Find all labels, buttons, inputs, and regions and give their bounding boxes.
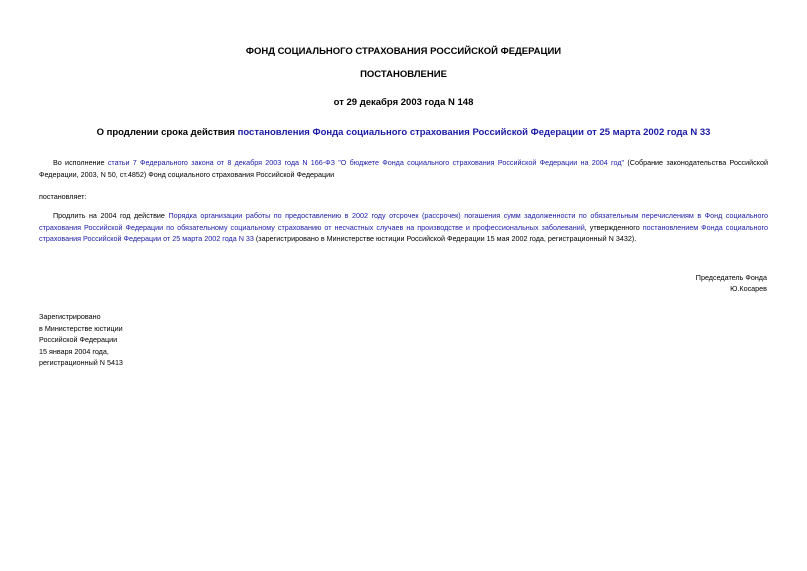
registration-line: Зарегистрировано [39,312,101,321]
preamble-text-2: (Собрание законодательства Российской Федерации, 2003, N 50, ст.4852) Фонд социального страхования Российской Федерации [39,158,769,179]
decision-text-1: Продлить на 2004 год действие [53,211,169,220]
organization-heading: ФОНД СОЦИАЛЬНОГО СТРАХОВАНИЯ РОССИЙСКОЙ ФЕДЕРАЦИИ [245,46,562,57]
preamble-text-1: Во исполнение [53,158,108,167]
registration-line: регистрационный N 5413 [39,358,123,367]
title-link[interactable]: постановления Фонда социального страхования Российской Федерации от 25 марта 2002 года N 33 [237,127,711,138]
title-prefix: О продлении срока действия [96,127,238,138]
decision-text-3: (зарегистрировано в Министерстве юстиции Российской Федерации 15 мая 2002 года, регистрационный N 3432). [253,234,637,243]
law-article-link[interactable]: статьи 7 Федерального закона от 8 декабря 2003 года N 166-ФЗ "О бюджете Фонда социального страхования Российской Федерации на 2004 год" [107,158,625,167]
registration-line: Российской Федерации [39,335,118,344]
decision-text-2: , утвержденного [584,222,643,232]
procedure-link[interactable]: Порядка организации работы по предоставлению в 2002 году отсрочек (рассрочек) погашения сумм задолженности по обязательным перечислениям в Фонд социального страхования Российской Федерации по обязательному социальному страхованию от несчастных случаев на производстве и профессиональных заболеваний [39,211,768,232]
paragraph-preamble [39,157,768,180]
signature-position: Председатель Фонда [695,273,767,282]
registration-line: 15 января 2004 года, [39,346,109,356]
registration-block [39,311,123,369]
paragraph-resolves: постановляет: [39,192,87,201]
date-number-heading: от 29 декабря 2003 года N 148 [333,97,474,108]
document-type-heading: ПОСТАНОВЛЕНИЕ [360,69,447,80]
document-title [0,127,807,138]
paragraph-decision [39,210,768,245]
resolution-link[interactable]: постановлением Фонда социального страхования Российской Федерации от 25 марта 2002 года N 33 [39,222,768,243]
registration-line: в Министерстве юстиции [39,323,123,333]
signature-name: Ю.Косарев [730,284,767,293]
